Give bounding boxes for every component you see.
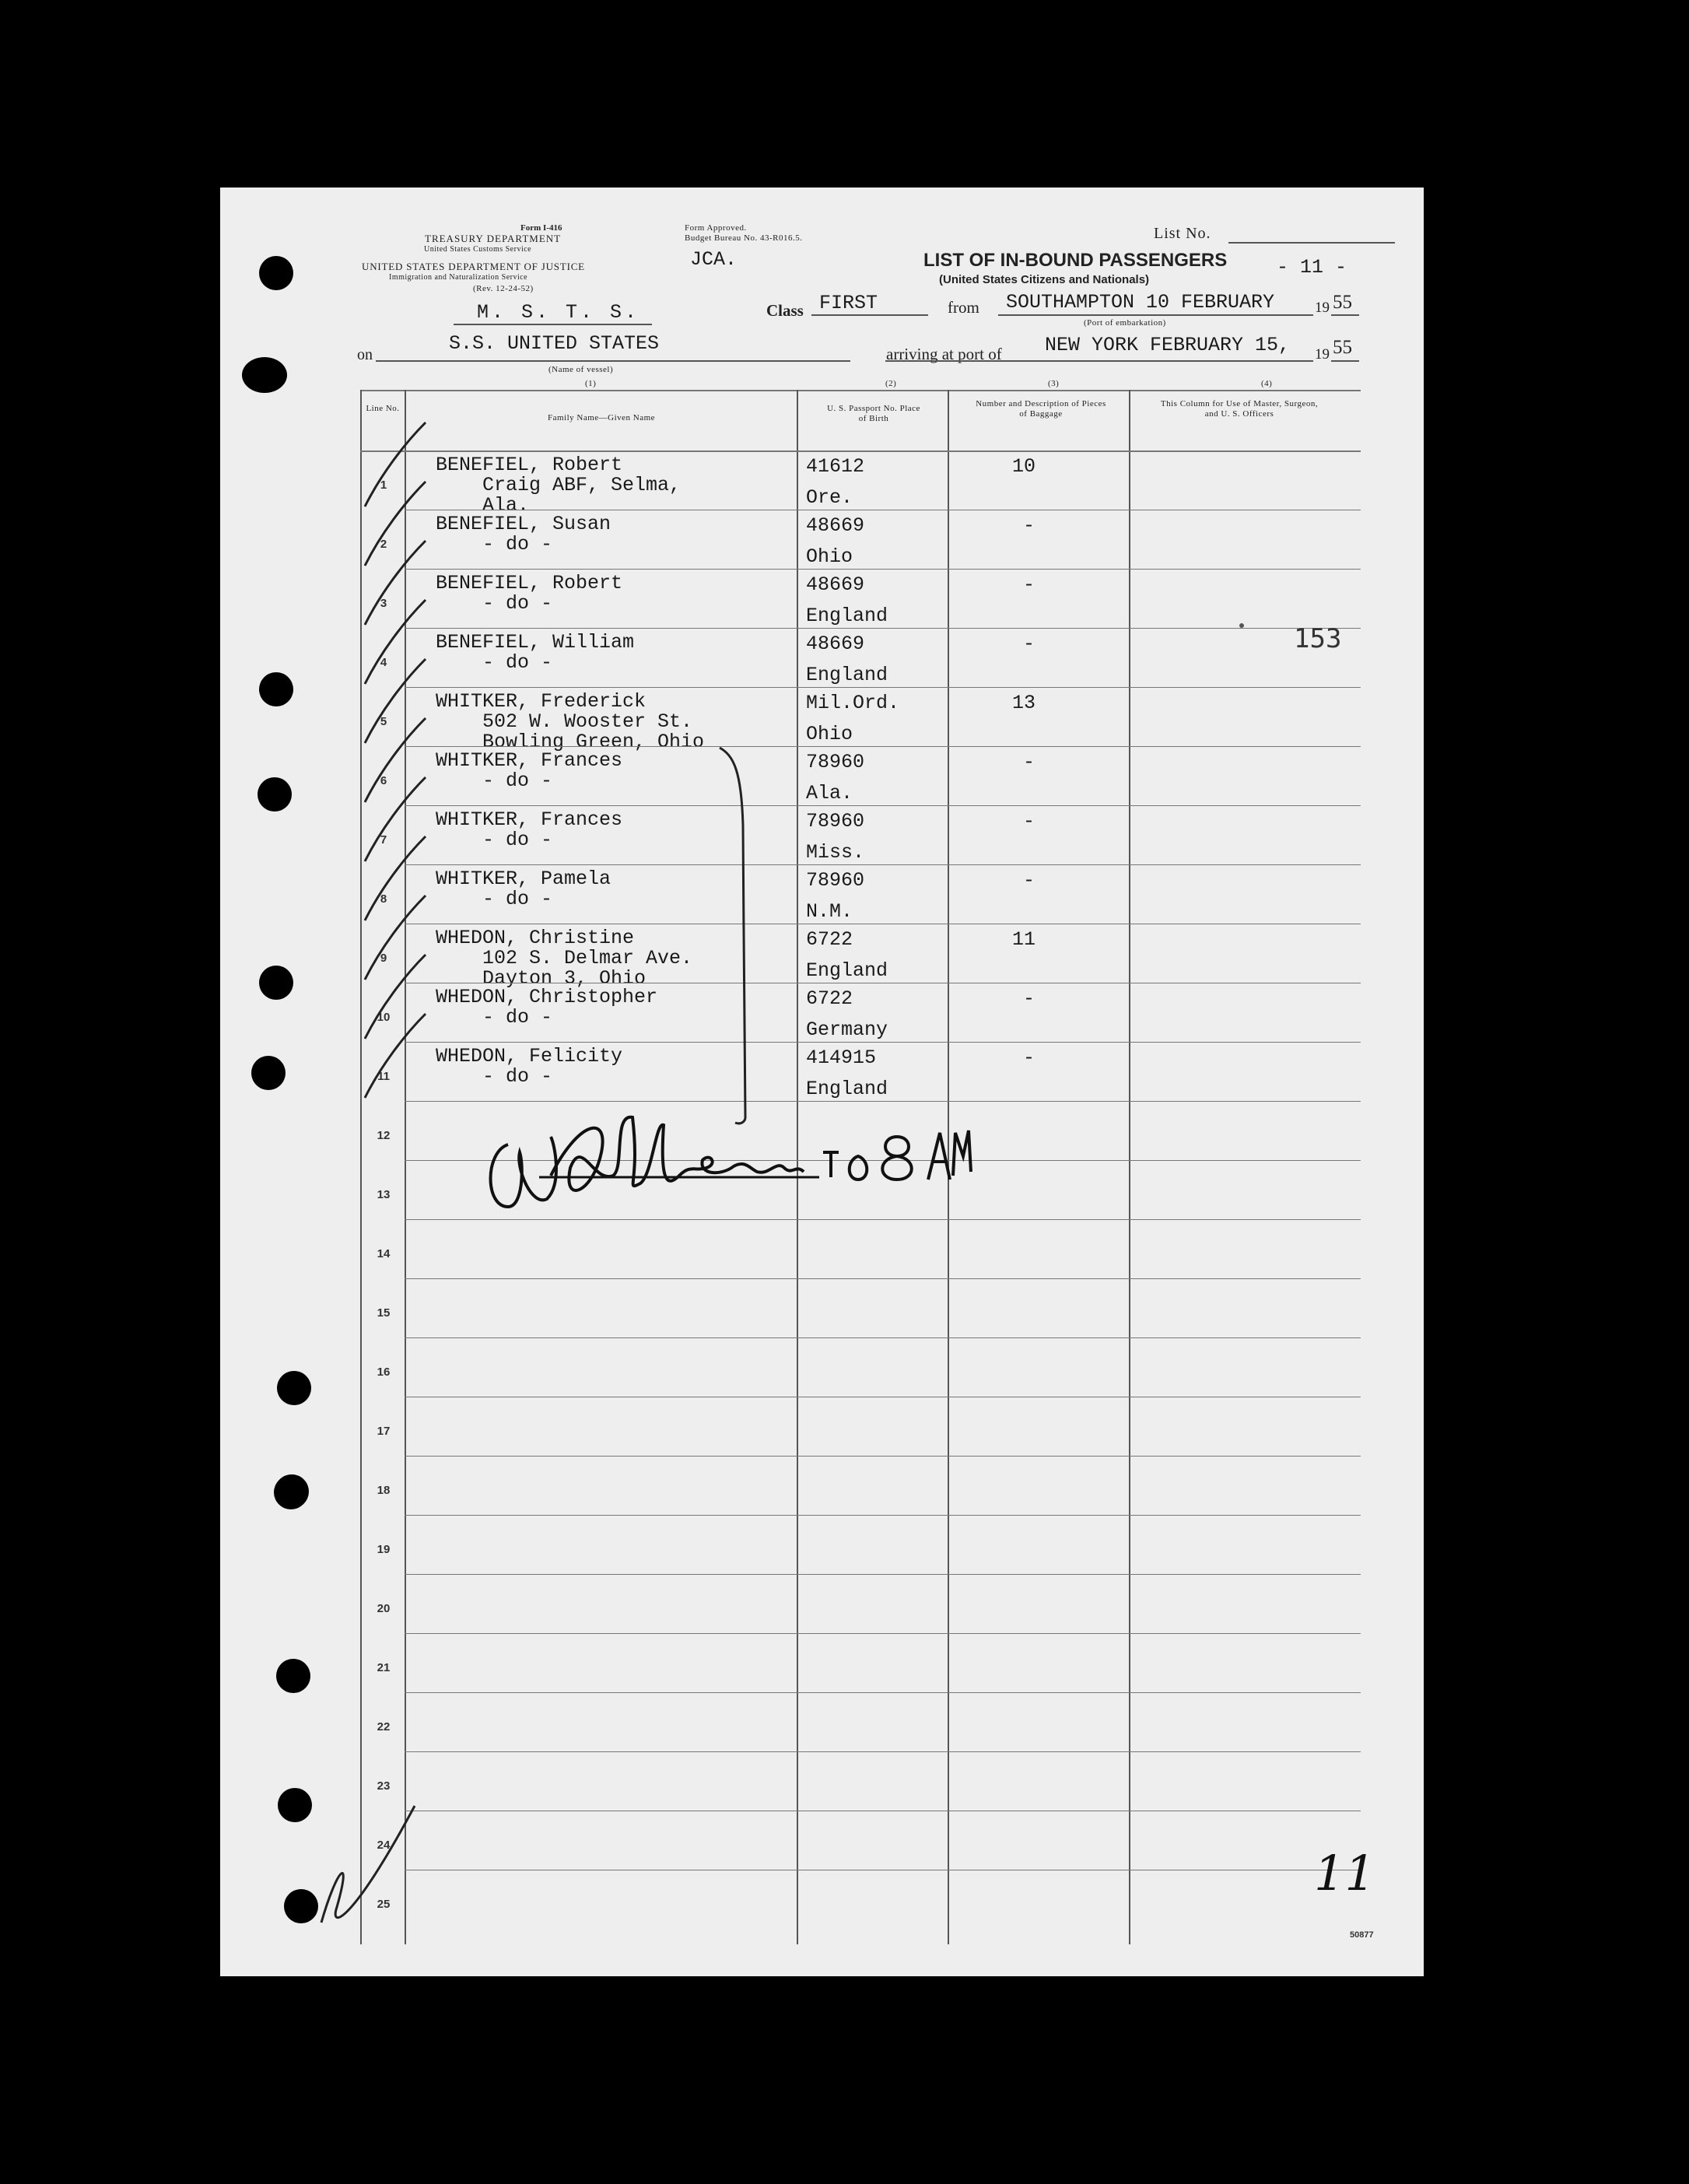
line-number: 8 [380,892,387,906]
line-number: 5 [380,715,387,728]
line-number: 24 [377,1839,391,1852]
passenger-name: WHEDON, Christine 102 S. Delmar Ave. Dayton 3, Ohio [436,927,693,990]
print-stamp-number: 50877 [1350,1930,1374,1940]
budget-bureau: Budget Bureau No. 43-R016.5. [685,233,803,243]
checkmark [365,718,426,802]
line-number: 20 [377,1602,391,1615]
form-revision: (Rev. 12-24-52) [473,284,534,293]
baggage-count: - [1023,1046,1035,1069]
passport-number: 48669 [806,633,865,655]
place-of-birth: Ohio [806,545,853,568]
carrier: M. S. T. S. [477,301,640,324]
line-number: 16 [377,1365,391,1379]
department-of-justice: UNITED STATES DEPARTMENT OF JUSTICE [362,261,585,272]
place-of-birth: Germany [806,1018,888,1041]
treasury-department: TREASURY DEPARTMENT [425,233,562,244]
place-of-birth: Ore. [806,486,853,509]
header-baggage: Number and Description of Pieces of Baggage [976,399,1106,419]
handwritten-total: 11 [1314,1845,1375,1902]
list-subtitle: (United States Citizens and Nationals) [939,273,1150,286]
passenger-name: WHITKER, Frances - do - [436,749,623,792]
header-officers: This Column for Use of Master, Surgeon, and U. S. Officers [1160,399,1319,419]
line-number: 19 [377,1543,391,1556]
baggage-count: - [1023,810,1035,833]
line-number: 13 [377,1188,391,1201]
passenger-name: BENEFIEL, Robert Craig ABF, Selma, Ala. [436,454,682,517]
line-number: 1 [380,479,387,492]
passport-number: 48669 [806,573,865,596]
baggage-count: - [1023,633,1035,655]
line-number: 3 [380,597,387,610]
pencil-scribble [321,1806,415,1923]
from-year-prefix: 19 [1315,300,1330,316]
column-number-3: (3) [1048,379,1060,388]
vessel-name: S.S. UNITED STATES [449,332,660,355]
line-number: 23 [377,1779,391,1793]
passenger-name: WHEDON, Felicity - do - [436,1045,623,1088]
line-number: 17 [377,1425,391,1438]
line-number: 9 [380,952,387,965]
line-number: 7 [380,833,387,847]
checkmark [365,482,426,566]
passport-number: 78960 [806,751,865,773]
passport-number: 78960 [806,869,865,892]
baggage-count: - [1023,869,1035,892]
header-family-name: Family Name—Given Name [547,413,656,422]
column-number-1: (1) [585,379,597,388]
list-number: - 11 - [1277,256,1347,279]
line-number: 22 [377,1720,391,1734]
passport-number: 48669 [806,514,865,537]
arrival-value: NEW YORK FEBRUARY 15, [1045,334,1291,356]
vessel-label: (Name of vessel) [548,365,614,374]
header-line-no: Line No. [366,404,400,413]
place-of-birth: England [806,605,888,627]
list-title: LIST OF IN-BOUND PASSENGERS [923,250,1228,271]
place-of-birth: England [806,664,888,686]
passport-number: Mil.Ord. [806,692,900,714]
passport-number: 78960 [806,810,865,833]
on-label: on [357,346,373,363]
checkmark [365,541,426,625]
line-number: 14 [377,1247,391,1260]
place-of-birth: Ala. [806,782,853,805]
line-number: 2 [380,538,387,551]
port-embarkation-label: (Port of embarkation) [1084,318,1166,328]
passenger-name: WHITKER, Pamela - do - [436,868,611,910]
checkmark [365,600,426,684]
checkmark [365,422,426,507]
line-number: 12 [377,1129,391,1142]
passenger-name: BENEFIEL, William - do - [436,631,635,674]
place-of-birth: England [806,959,888,982]
checkmark [365,836,426,920]
line-number: 25 [377,1898,391,1911]
passenger-name: BENEFIEL, Susan - do - [436,513,611,556]
arrival-year-prefix: 19 [1315,346,1330,363]
ins-label: Immigration and Naturalization Service [389,273,528,282]
line-number: 15 [377,1306,391,1320]
passenger-name: WHITKER, Frances - do - [436,808,623,851]
checkmark [365,777,426,861]
line-number: 4 [380,656,387,669]
baggage-count: - [1023,987,1035,1010]
header-passport: U. S. Passport No. Place of Birth [827,404,920,423]
place-of-birth: Miss. [806,841,865,864]
from-year: 55 [1333,292,1352,313]
column-number-4: (4) [1261,379,1273,388]
checkmark [365,659,426,743]
place-of-birth: England [806,1078,888,1100]
passenger-name: WHEDON, Christopher - do - [436,986,658,1029]
form-number: Form I-416 [520,223,562,233]
baggage-count: 10 [1012,455,1036,478]
arriving-label: arriving at port of [886,345,1002,363]
baggage-count: - [1023,751,1035,773]
from-value: SOUTHAMPTON 10 FEBRUARY [1006,291,1275,314]
baggage-count: 13 [1012,692,1036,714]
checkmark [365,1014,426,1098]
passport-number: 41612 [806,455,865,478]
list-no-label: List No. [1154,225,1211,242]
passenger-name: BENEFIEL, Robert - do - [436,572,623,615]
baggage-count: 11 [1012,928,1036,951]
line-number: 18 [377,1484,391,1497]
passenger-manifest-page [220,188,1424,1976]
passport-number: 6722 [806,987,853,1010]
passenger-name: WHITKER, Frederick 502 W. Wooster St. Bowling Green, Ohio [436,690,705,753]
checkmark [365,896,426,980]
class-label: Class [766,301,804,320]
checkmark-column [220,188,1424,1976]
line-number: 6 [380,774,387,787]
baggage-count: - [1023,573,1035,596]
customs-service: United States Customs Service [424,245,532,254]
office-code: JCA. [690,248,738,271]
column-number-2: (2) [885,379,897,388]
form-approved: Form Approved. [685,223,747,233]
line-number: 11 [377,1070,390,1083]
line-number: 21 [377,1661,391,1674]
arrival-year: 55 [1333,337,1352,358]
class-value: FIRST [819,292,878,314]
line-number: 10 [377,1011,391,1024]
from-label: from [948,298,979,317]
place-of-birth: N.M. [806,900,853,923]
place-of-birth: Ohio [806,723,853,745]
passport-number: 6722 [806,928,853,951]
baggage-count: - [1023,514,1035,537]
officer-note: 153 [1294,623,1342,654]
passport-number: 414915 [806,1046,877,1069]
checkmark [365,955,426,1039]
